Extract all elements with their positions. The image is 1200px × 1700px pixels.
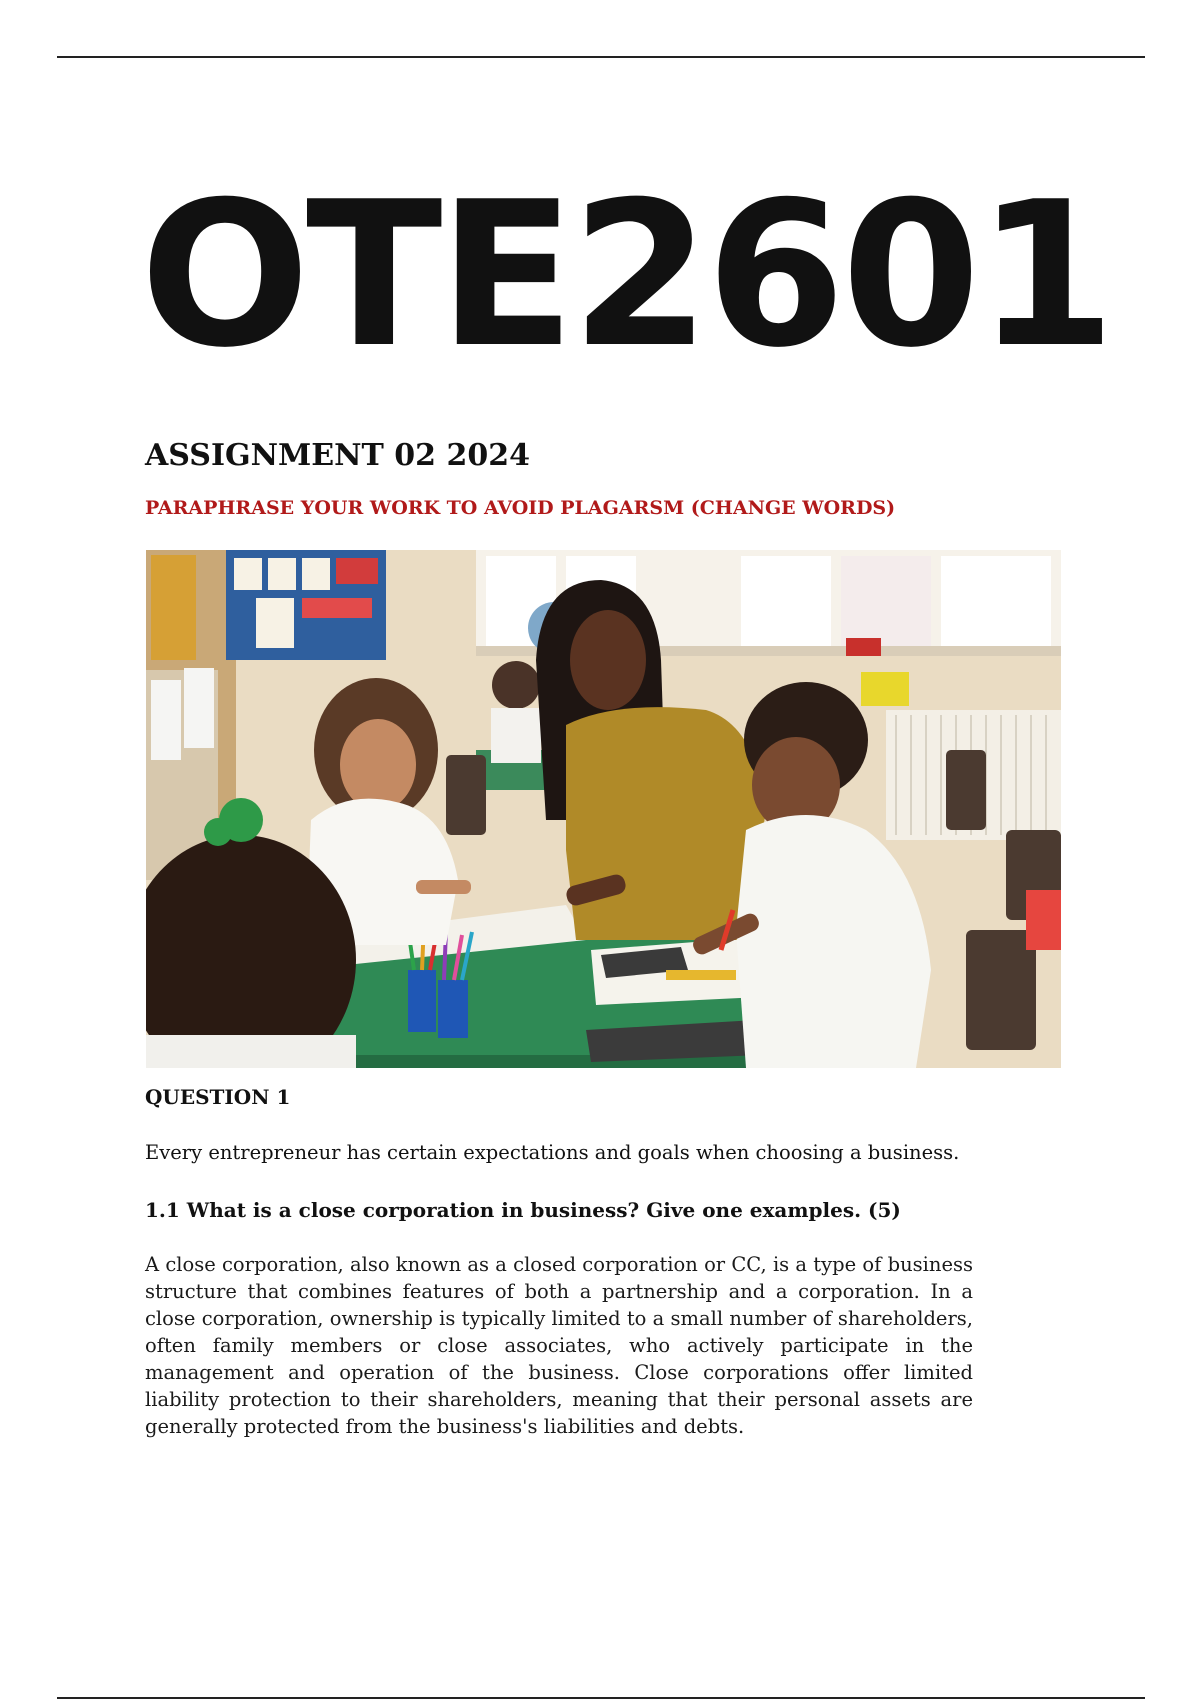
course-code-title: OTE2601: [140, 159, 1112, 392]
assignment-title: ASSIGNMENT 02 2024: [145, 438, 530, 473]
sub-question-1-1: 1.1 What is a close corporation in business? Give one examples. (5): [145, 1198, 901, 1222]
question-intro: Every entrepreneur has certain expectations and goals when choosing a business.: [145, 1141, 960, 1164]
question-heading: QUESTION 1: [145, 1085, 291, 1109]
answer-paragraph: A close corporation, also known as a closed corporation or CC, is a type of business structure that combines features of both a partnership and a corporation. In a close corporation, ownership is typically limited to a small number of shareholders, often family members or close associates, who actively participate in the management and operation of the business. Close corporations offer limited liability protection to their shareholders, meaning that their personal assets are generally protected from the business's liabilities and debts.: [145, 1253, 973, 1438]
top-rule: [57, 56, 1145, 58]
classroom-photo: [146, 550, 1061, 1068]
bottom-rule: [57, 1697, 1145, 1699]
paraphrase-warning: PARAPHRASE YOUR WORK TO AVOID PLAGARSM (CHANGE WORDS): [145, 497, 896, 519]
